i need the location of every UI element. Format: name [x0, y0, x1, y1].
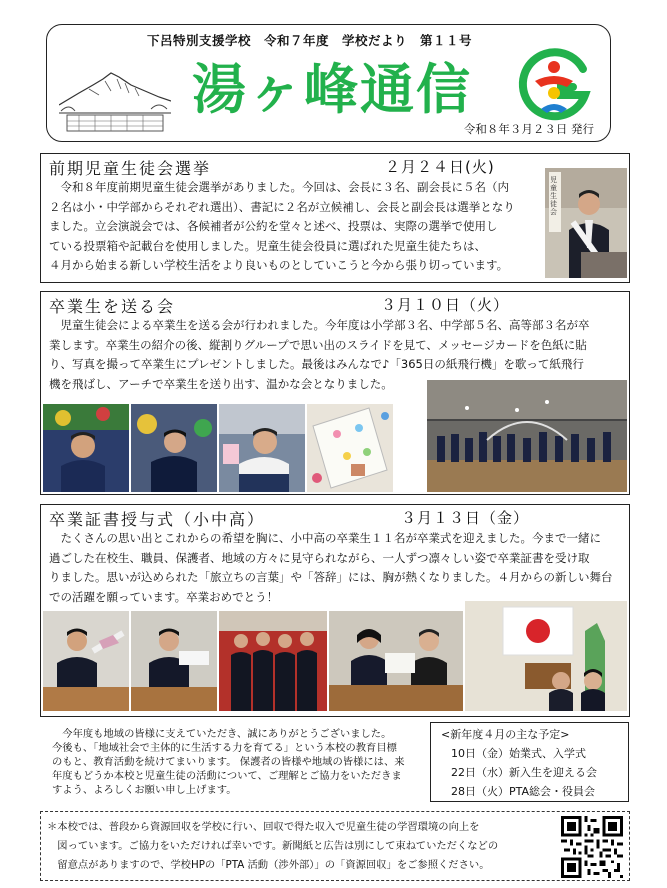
schedule-title: <新年度４月の主な予定> — [441, 728, 570, 741]
section-body — [49, 178, 515, 276]
body-line: での活躍を願っています。卒業おめでとう！ — [49, 589, 279, 604]
schedule-item: 22日（水）新入生を迎える会 — [451, 766, 597, 779]
photo-party-3 — [219, 404, 305, 492]
photo-stage-flag — [465, 601, 627, 711]
body-line: ４月から始まる新しい学校生活をより良いものとしていこうと今から張り切っています。 — [49, 258, 509, 272]
body-line: 児童生徒会による卒業生を送る会が行われました。今年度は小学部３名、中学部５名、高等部３名が卒 — [49, 318, 590, 332]
body-line: りました。思いが込められた「旅立ちの言葉」や「答辞」には、胸が熱くなりました。４月からの新しい舞台 — [49, 570, 613, 584]
school-info-line: 下呂特別支援学校 令和７年度 学校だより 第１１号 — [147, 33, 473, 48]
schedule-item: 10日（金）始業式、入学式 — [451, 747, 586, 760]
schedule-item: 28日（火）PTA総会・役員会 — [451, 785, 596, 798]
notice-text — [47, 818, 527, 875]
body-line: ている投票箱や記載台を使用しました。児童生徒会役員に選ばれた児童生徒たちは、 — [49, 238, 486, 253]
body-line: り、写真を撮って卒業生にプレゼントしました。最後はみんなで♪「365日の紙飛行機」を歌って紙飛行 — [49, 357, 584, 371]
recycling-notice — [40, 811, 630, 881]
mountain-sketch-illustration — [59, 55, 171, 135]
thanks-line: 今年度も地域の皆様に支えていただき、誠にありがとうございました。 — [52, 728, 392, 740]
thanks-line: 年度もどうか本校と児童生徒の活動について、ご理解とご協力をいただきま — [52, 770, 402, 782]
section-title: 卒業生を送る会 — [49, 297, 176, 316]
body-line: 業します。卒業生の紹介の後、縦割りグループで思い出のスライドを見て、メッセージカードを色紙に貼 — [49, 337, 587, 352]
thanks-line: 今後も、「地域社会で主体的に生活する力を育てる」という本校の教育目標 — [52, 742, 397, 754]
banner-label: 児童生徒会 — [550, 176, 557, 216]
masthead — [46, 24, 611, 142]
section-date: ３月１０日（火） — [381, 296, 510, 314]
photo-graduates-standing — [219, 611, 327, 711]
photo-speech-candidate — [545, 168, 627, 278]
qr-code-icon[interactable] — [561, 816, 623, 878]
photo-diploma-handover — [329, 611, 463, 711]
april-schedule-box — [430, 722, 629, 802]
notice-line: ＊本校では、普段から資源回収を学校に行い、回収で得た収入で児童生徒の学習環境の向上を — [47, 821, 480, 833]
closing-thanks-message — [52, 727, 432, 797]
body-line: ２名は小・中学部からそれぞれ選出）、書記に２名が立候補し、会長と副会長は選挙となり — [49, 199, 515, 214]
body-line: たくさんの思い出とこれからの希望を胸に、小中高の卒業生１１名が卒業式を迎えました。今まで一緒に — [49, 531, 601, 545]
notice-line: 留意点がありますので、学校HPの「PTA 活動（渉外部）」の「資源回収」をご参照ください。 — [47, 859, 490, 871]
notice-line: 図っています。ご協力をいただければ幸いです。新聞紙と広告は別にして束ねていただくなどの — [47, 840, 499, 852]
section-student-council-election — [40, 153, 630, 283]
photo-ceremony-2 — [131, 611, 217, 711]
photo-gym-arch — [427, 380, 627, 492]
photo-ceremony-1 — [43, 611, 129, 711]
body-line: 機を飛ばし、アーチで卒業生を送り出す、温かな会となりました。 — [49, 376, 393, 391]
section-graduation-ceremony — [40, 504, 630, 717]
newsletter-title: 湯ヶ峰通信 — [192, 58, 472, 121]
section-title: 卒業証書授与式（小中高） — [49, 510, 266, 529]
thanks-line: すよう、よろしくお願い申し上げます。 — [52, 784, 237, 796]
photo-message-card — [307, 404, 393, 492]
section-body — [49, 529, 613, 607]
body-line: 令和８年度前期児童生徒会選挙がありました。今回は、会長に３名、副会長に５名（内 — [49, 180, 509, 194]
body-line: ました。立会演説会では、各候補者が公約を堂々と述べ、投票は、実際の選挙で使用し — [49, 219, 498, 233]
body-line: 過ごした在校生、職員、保護者、地域の方々に見守られながら、一人ずつ凛々しい姿で卒業証書を受け取 — [49, 550, 590, 565]
section-farewell-party — [40, 291, 630, 495]
photo-party-1 — [43, 404, 129, 492]
section-date: ２月２４日(火) — [385, 158, 495, 176]
section-date: ３月１３日（金） — [401, 509, 530, 527]
school-logo-icon — [515, 47, 593, 125]
thanks-line: のもと、教育活動を続けてまいります。 保護者の皆様や地域の皆様には、来 — [52, 756, 405, 768]
issue-date: 令和８年３月２３日 発行 — [463, 122, 594, 136]
section-title: 前期児童生徒会選挙 — [49, 159, 212, 178]
photo-party-2 — [131, 404, 217, 492]
